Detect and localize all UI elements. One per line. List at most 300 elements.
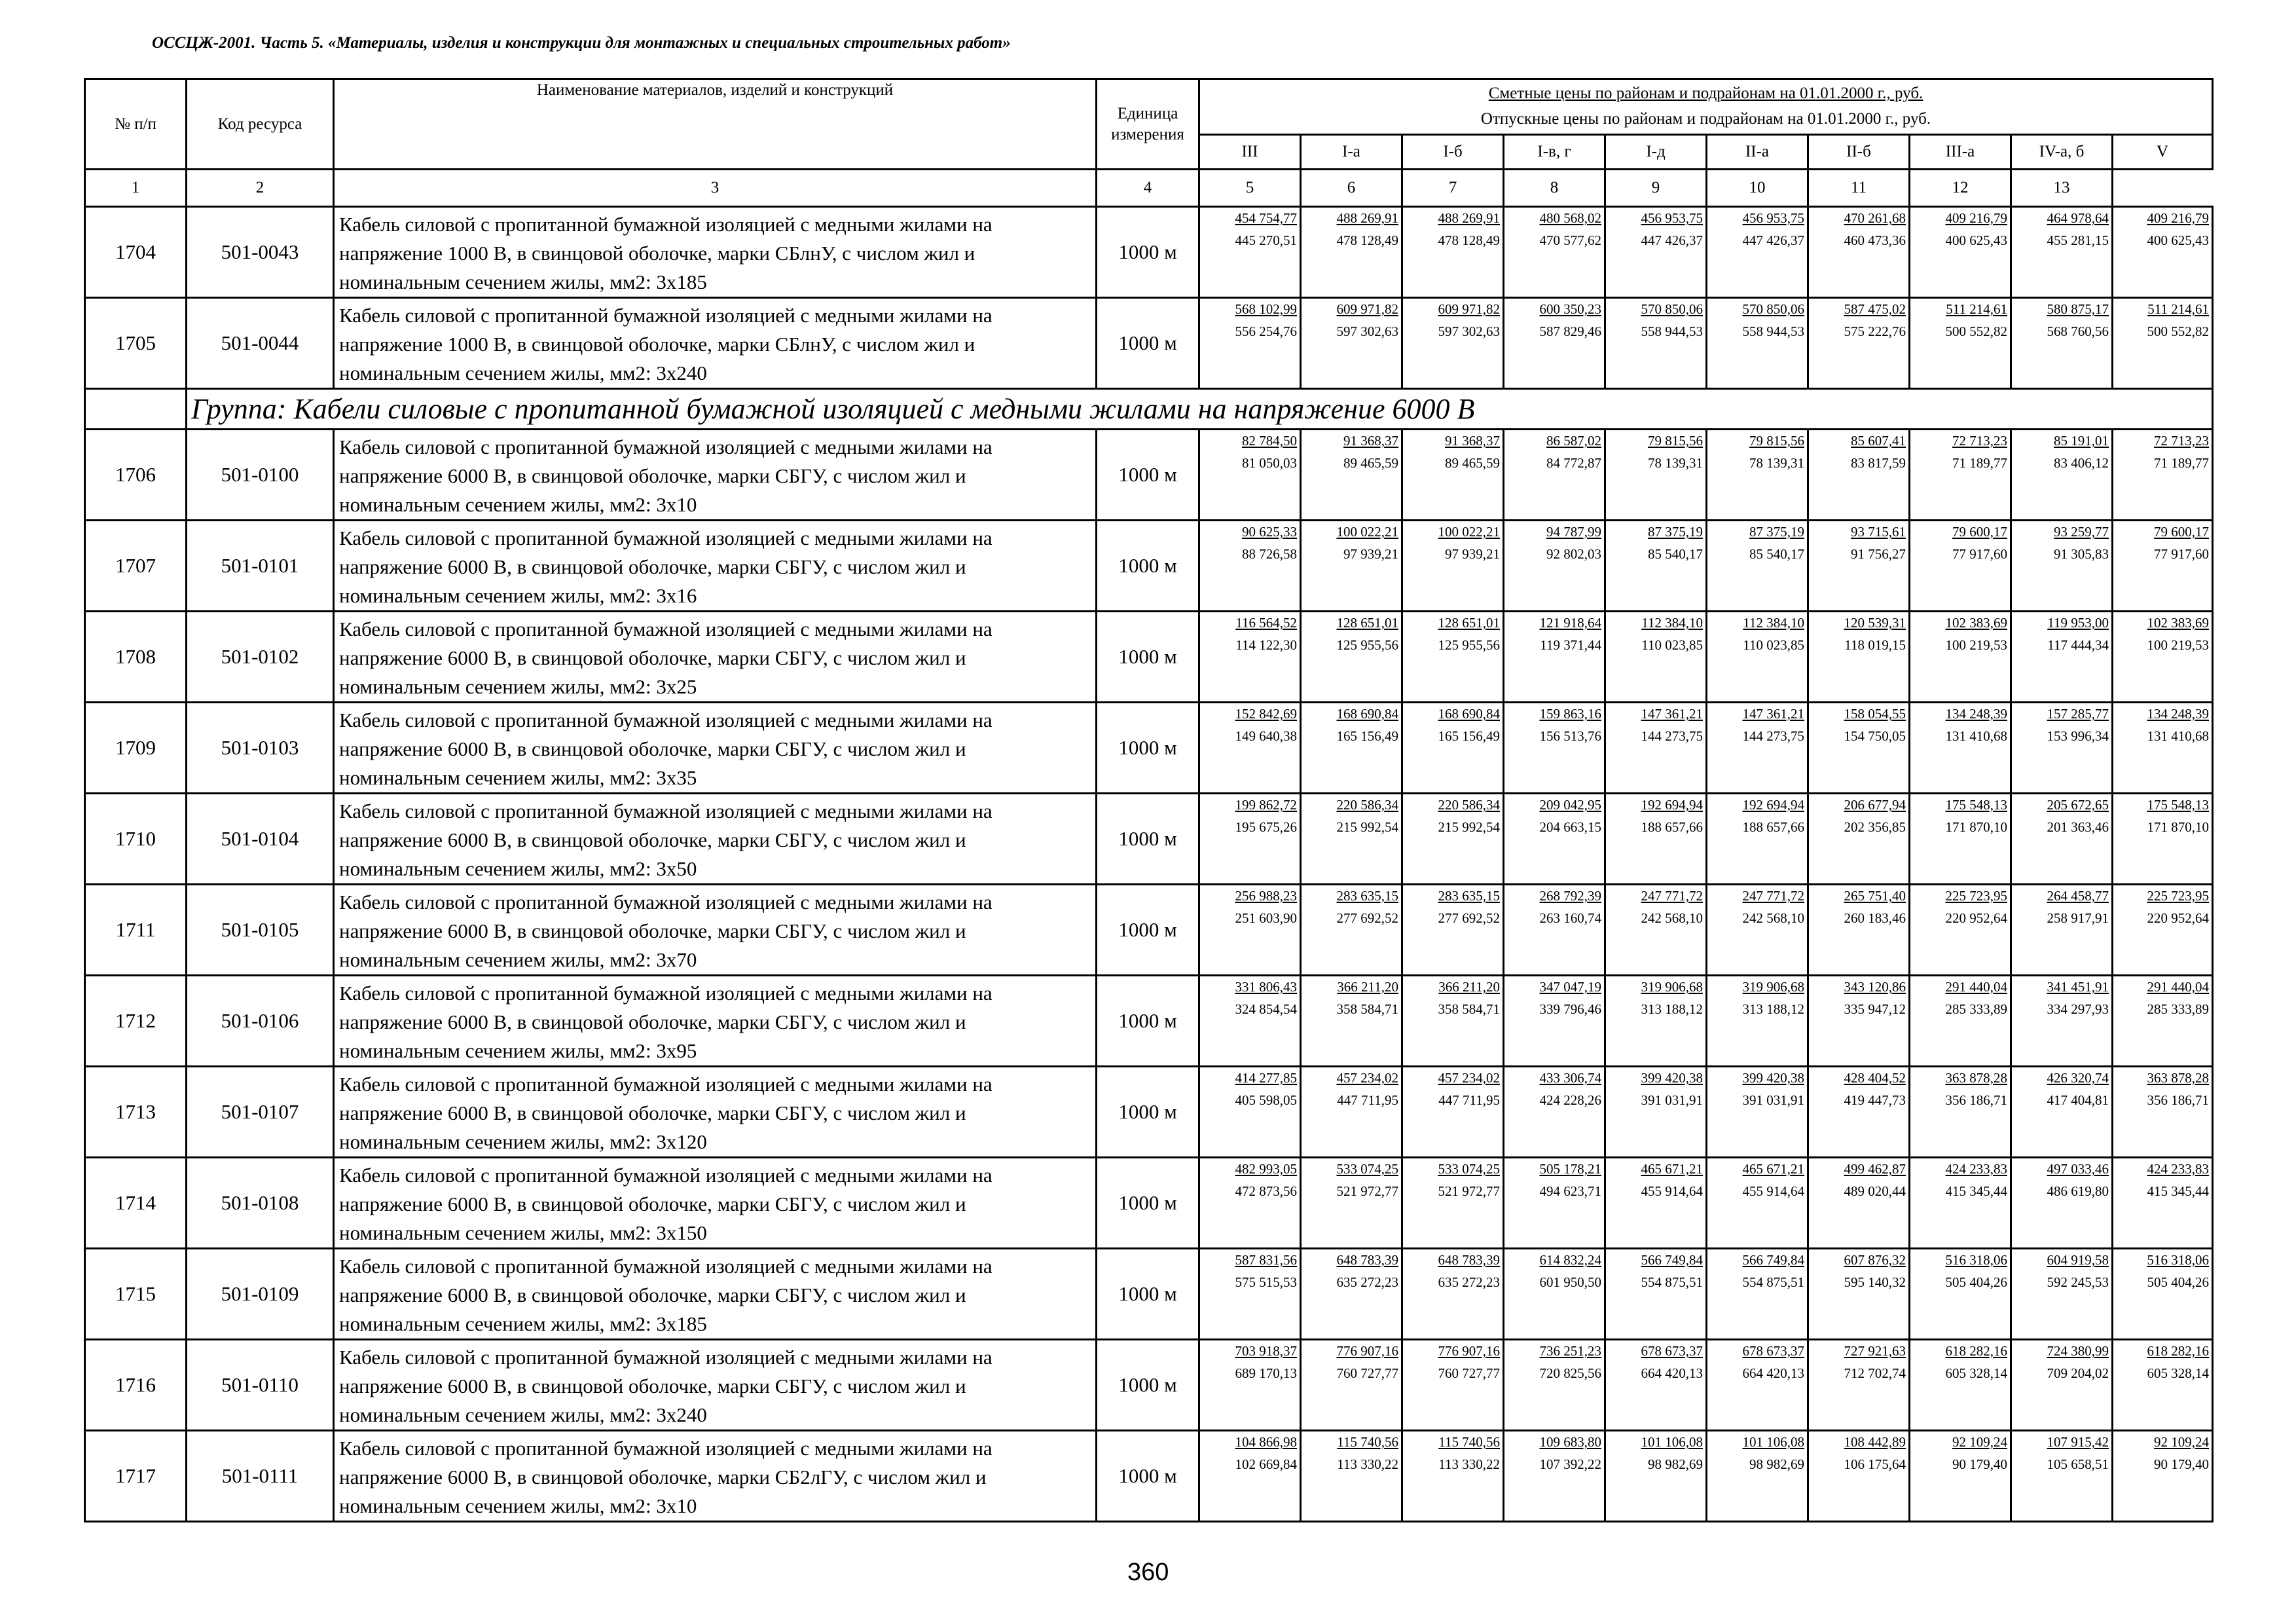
estimated-price: 86 587,02 (1546, 433, 1601, 449)
table-row (85, 430, 2213, 521)
price-cell (1808, 794, 1910, 885)
wholesale-price: 201 363,46 (2047, 819, 2109, 835)
price-cell (1707, 1431, 1808, 1522)
wholesale-price: 712 702,74 (1844, 1365, 1906, 1381)
price-cell (1504, 430, 1605, 521)
price-cell (1504, 298, 1605, 389)
wholesale-price: 334 297,93 (2047, 1001, 2109, 1017)
zone-header: I-в, г (1504, 135, 1605, 170)
wholesale-price: 417 404,81 (2047, 1092, 2109, 1108)
resource-code: 501-0106 (187, 976, 334, 1067)
estimated-price: 92 109,24 (2154, 1434, 2210, 1450)
zone-header: II-б (1808, 135, 1910, 170)
estimated-price: 120 539,31 (1844, 615, 1906, 631)
wholesale-price: 478 128,49 (1438, 232, 1500, 248)
price-cell (2011, 794, 2113, 885)
material-name: Кабель силовой с пропитанной бумажной изоляцией с медными жилами на напряжение 6000 В, в свинцовой оболочке, марки СБГУ, с числом жил и номинальным сечением жилы, мм2: 3х50 (334, 794, 1097, 885)
table-row (85, 207, 2213, 298)
estimated-price: 107 915,42 (2047, 1434, 2109, 1450)
price-cell (2113, 1249, 2213, 1340)
wholesale-price: 105 658,51 (2047, 1456, 2109, 1472)
estimated-price: 587 475,02 (1844, 301, 1906, 317)
wholesale-price: 263 160,74 (1539, 910, 1601, 926)
estimated-price: 703 918,37 (1235, 1343, 1297, 1359)
resource-code: 501-0110 (187, 1340, 334, 1431)
estimated-price: 347 047,19 (1539, 979, 1601, 995)
wholesale-price: 85 540,17 (1749, 546, 1804, 562)
estimated-price: 399 420,38 (1641, 1070, 1703, 1086)
estimated-price: 100 022,21 (1336, 524, 1398, 540)
resource-code: 501-0105 (187, 885, 334, 976)
table-row (85, 703, 2213, 794)
wholesale-price: 113 330,22 (1438, 1456, 1500, 1472)
wholesale-price: 171 870,10 (2147, 819, 2210, 835)
estimated-price: 341 451,91 (2047, 979, 2109, 995)
estimated-price: 116 564,52 (1235, 615, 1297, 631)
wholesale-price: 460 473,36 (1844, 232, 1906, 248)
price-cell (2011, 1249, 2113, 1340)
wholesale-price: 709 204,02 (2047, 1365, 2109, 1381)
table-row (85, 794, 2213, 885)
estimated-price: 91 368,37 (1343, 433, 1398, 449)
price-cell (1707, 298, 1808, 389)
estimated-price: 456 953,75 (1641, 210, 1703, 226)
price-cell (1199, 976, 1301, 1067)
wholesale-price: 356 186,71 (1945, 1092, 2007, 1108)
price-cell (1301, 885, 1402, 976)
header-wholesale-prices: Отпускные цены по районам и подрайонам на 01.01.2000 г., руб. (1480, 110, 1931, 128)
wholesale-price: 84 772,87 (1546, 455, 1601, 471)
price-cell (1402, 207, 1504, 298)
table-row (85, 298, 2213, 389)
estimated-price: 426 320,74 (2047, 1070, 2109, 1086)
price-cell (1808, 430, 1910, 521)
row-number: 1705 (85, 298, 187, 389)
wholesale-price: 554 875,51 (1641, 1274, 1703, 1290)
wholesale-price: 78 139,31 (1749, 455, 1804, 471)
price-cell (1199, 1431, 1301, 1522)
price-cell (1605, 1249, 1707, 1340)
price-cell (1808, 1067, 1910, 1158)
wholesale-price: 419 447,73 (1844, 1092, 1906, 1108)
wholesale-price: 102 669,84 (1235, 1456, 1297, 1472)
wholesale-price: 78 139,31 (1648, 455, 1703, 471)
material-name: Кабель силовой с пропитанной бумажной изоляцией с медными жилами на напряжение 6000 В, в свинцовой оболочке, марки СБГУ, с числом жил и номинальным сечением жилы, мм2: 3х35 (334, 703, 1097, 794)
header-num: № п/п (85, 79, 187, 170)
estimated-price: 648 783,39 (1336, 1252, 1398, 1268)
wholesale-price: 664 420,13 (1742, 1365, 1804, 1381)
table-row (85, 1340, 2213, 1431)
price-cell (1707, 612, 1808, 703)
estimated-price: 147 361,21 (1742, 706, 1804, 722)
price-cell (1707, 976, 1808, 1067)
price-cell (2011, 1431, 2113, 1522)
price-cell (1402, 794, 1504, 885)
wholesale-price: 220 952,64 (1945, 910, 2007, 926)
wholesale-price: 472 873,56 (1235, 1183, 1297, 1199)
estimated-price: 209 042,95 (1539, 797, 1601, 813)
price-cell (2113, 976, 2213, 1067)
estimated-price: 168 690,84 (1438, 706, 1500, 722)
estimated-price: 409 216,79 (2147, 210, 2210, 226)
wholesale-price: 97 939,21 (1343, 546, 1398, 562)
estimated-price: 225 723,95 (1945, 888, 2007, 904)
price-cell (1402, 1067, 1504, 1158)
price-cell (1910, 1340, 2011, 1431)
wholesale-price: 760 727,77 (1438, 1365, 1500, 1381)
price-cell (1707, 1249, 1808, 1340)
wholesale-price: 558 944,53 (1641, 323, 1703, 339)
estimated-price: 505 178,21 (1539, 1161, 1601, 1177)
price-cell (2011, 1158, 2113, 1249)
price-cell (1301, 612, 1402, 703)
estimated-price: 533 074,25 (1438, 1161, 1500, 1177)
price-cell (1301, 1249, 1402, 1340)
wholesale-price: 500 552,82 (2147, 323, 2210, 339)
resource-code: 501-0102 (187, 612, 334, 703)
estimated-price: 101 106,08 (1641, 1434, 1703, 1450)
estimated-price: 85 607,41 (1851, 433, 1906, 449)
table-row (85, 1431, 2213, 1522)
wholesale-price: 500 552,82 (1945, 323, 2007, 339)
wholesale-price: 91 756,27 (1851, 546, 1906, 562)
estimated-price: 609 971,82 (1438, 301, 1500, 317)
price-cell (2113, 207, 2213, 298)
resource-code: 501-0101 (187, 521, 334, 612)
wholesale-price: 575 515,53 (1235, 1274, 1297, 1290)
estimated-price: 424 233,83 (1945, 1161, 2007, 1177)
wholesale-price: 91 305,83 (2054, 546, 2109, 562)
wholesale-price: 83 817,59 (1851, 455, 1906, 471)
wholesale-price: 119 371,44 (1540, 637, 1601, 653)
wholesale-price: 447 711,95 (1337, 1092, 1398, 1108)
price-cell (1301, 1067, 1402, 1158)
column-number: 13 (2011, 170, 2113, 207)
unit-of-measure: 1000 м (1097, 794, 1199, 885)
estimated-price: 343 120,86 (1844, 979, 1906, 995)
price-cell (1910, 794, 2011, 885)
price-cell (1402, 298, 1504, 389)
wholesale-price: 601 950,50 (1539, 1274, 1601, 1290)
row-number: 1710 (85, 794, 187, 885)
estimated-price: 115 740,56 (1438, 1434, 1500, 1450)
price-cell (2113, 1340, 2213, 1431)
page-number: 360 (1127, 1559, 1169, 1586)
wholesale-price: 587 829,46 (1539, 323, 1601, 339)
price-cell (1808, 703, 1910, 794)
material-name: Кабель силовой с пропитанной бумажной изоляцией с медными жилами на напряжение 6000 В, в свинцовой оболочке, марки СБГУ, с числом жил и номинальным сечением жилы, мм2: 3х25 (334, 612, 1097, 703)
wholesale-price: 391 031,91 (1742, 1092, 1804, 1108)
estimated-price: 363 878,28 (1945, 1070, 2007, 1086)
estimated-price: 72 713,23 (1952, 433, 2007, 449)
wholesale-price: 114 122,30 (1235, 637, 1297, 653)
wholesale-price: 131 410,68 (2147, 728, 2210, 744)
price-cell (1707, 207, 1808, 298)
unit-of-measure: 1000 м (1097, 976, 1199, 1067)
material-name: Кабель силовой с пропитанной бумажной изоляцией с медными жилами на напряжение 6000 В, в свинцовой оболочке, марки СБГУ, с числом жил и номинальным сечением жилы, мм2: 3х240 (334, 1340, 1097, 1431)
price-cell (2113, 885, 2213, 976)
estimated-price: 147 361,21 (1641, 706, 1703, 722)
column-number: 12 (1910, 170, 2011, 207)
estimated-price: 319 906,68 (1742, 979, 1804, 995)
unit-of-measure: 1000 м (1097, 1431, 1199, 1522)
table-row (85, 521, 2213, 612)
material-name: Кабель силовой с пропитанной бумажной изоляцией с медными жилами на напряжение 6000 В, в свинцовой оболочке, марки СБ2лГУ, с числом жил и номинальным сечением жилы, мм2: 3х10 (334, 1431, 1097, 1522)
price-cell (1910, 298, 2011, 389)
estimated-price: 516 318,06 (1945, 1252, 2007, 1268)
resource-code: 501-0111 (187, 1431, 334, 1522)
wholesale-price: 400 625,43 (1945, 232, 2007, 248)
price-cell (1199, 521, 1301, 612)
estimated-price: 618 282,16 (2147, 1343, 2210, 1359)
price-cell (1910, 1158, 2011, 1249)
wholesale-price: 125 955,56 (1438, 637, 1500, 653)
column-number: 10 (1707, 170, 1808, 207)
row-number: 1716 (85, 1340, 187, 1431)
wholesale-price: 339 796,46 (1539, 1001, 1601, 1017)
estimated-price: 168 690,84 (1336, 706, 1398, 722)
wholesale-price: 313 188,12 (1742, 1001, 1804, 1017)
price-cell (1605, 521, 1707, 612)
price-cell (2113, 298, 2213, 389)
wholesale-price: 689 170,13 (1235, 1365, 1297, 1381)
estimated-price: 609 971,82 (1336, 301, 1398, 317)
estimated-price: 82 784,50 (1242, 433, 1297, 449)
column-number: 2 (187, 170, 334, 207)
price-cell (1199, 794, 1301, 885)
price-cell (1301, 1431, 1402, 1522)
wholesale-price: 107 392,22 (1539, 1456, 1601, 1472)
zone-header: V (2113, 135, 2213, 170)
row-number: 1715 (85, 1249, 187, 1340)
estimated-price: 91 368,37 (1445, 433, 1500, 449)
unit-of-measure: 1000 м (1097, 1249, 1199, 1340)
resource-code: 501-0043 (187, 207, 334, 298)
price-cell (1808, 1158, 1910, 1249)
estimated-price: 533 074,25 (1336, 1161, 1398, 1177)
price-cell (1504, 1067, 1605, 1158)
column-number: 9 (1605, 170, 1707, 207)
estimated-price: 457 234,02 (1336, 1070, 1398, 1086)
wholesale-price: 215 992,54 (1336, 819, 1398, 835)
estimated-price: 428 404,52 (1844, 1070, 1906, 1086)
unit-of-measure: 1000 м (1097, 885, 1199, 976)
table-header (85, 79, 2213, 207)
wholesale-price: 277 692,52 (1336, 910, 1398, 926)
estimated-price: 90 625,33 (1242, 524, 1297, 540)
price-cell (1910, 430, 2011, 521)
wholesale-price: 215 992,54 (1438, 819, 1500, 835)
estimated-price: 205 672,65 (2047, 797, 2109, 813)
unit-of-measure: 1000 м (1097, 1067, 1199, 1158)
table-row (85, 612, 2213, 703)
price-cell (1504, 521, 1605, 612)
price-cell (2011, 885, 2113, 976)
estimated-price: 363 878,28 (2147, 1070, 2210, 1086)
resource-code: 501-0100 (187, 430, 334, 521)
column-number: 11 (1808, 170, 1910, 207)
estimated-price: 192 694,94 (1641, 797, 1703, 813)
price-cell (2113, 1158, 2213, 1249)
estimated-price: 776 907,16 (1438, 1343, 1500, 1359)
price-cell (1707, 885, 1808, 976)
price-cell (2011, 703, 2113, 794)
unit-of-measure: 1000 м (1097, 612, 1199, 703)
wholesale-price: 494 623,71 (1539, 1183, 1601, 1199)
price-cell (1504, 794, 1605, 885)
zone-header: I-д (1605, 135, 1707, 170)
estimated-price: 112 384,10 (1641, 615, 1703, 631)
estimated-price: 465 671,21 (1742, 1161, 1804, 1177)
price-cell (1301, 207, 1402, 298)
estimated-price: 93 715,61 (1851, 524, 1906, 540)
wholesale-price: 106 175,64 (1844, 1456, 1906, 1472)
price-cell (1707, 430, 1808, 521)
wholesale-price: 153 996,34 (2047, 728, 2109, 744)
wholesale-price: 204 663,15 (1539, 819, 1601, 835)
header-name: Наименование материалов, изделий и конструкций (334, 79, 1097, 170)
price-cell (1808, 521, 1910, 612)
row-number: 1713 (85, 1067, 187, 1158)
price-cell (2113, 703, 2213, 794)
table-row (85, 1158, 2213, 1249)
price-cell (1199, 1340, 1301, 1431)
row-number: 1707 (85, 521, 187, 612)
price-cell (1605, 1431, 1707, 1522)
wholesale-price: 554 875,51 (1742, 1274, 1804, 1290)
row-number: 1711 (85, 885, 187, 976)
wholesale-price: 149 640,38 (1235, 728, 1297, 744)
price-cell (1707, 1067, 1808, 1158)
estimated-price: 206 677,94 (1844, 797, 1906, 813)
wholesale-price: 489 020,44 (1844, 1183, 1906, 1199)
estimated-price: 283 635,15 (1438, 888, 1500, 904)
wholesale-price: 110 023,85 (1641, 637, 1703, 653)
estimated-price: 247 771,72 (1641, 888, 1703, 904)
estimated-price: 159 863,16 (1539, 706, 1601, 722)
wholesale-price: 285 333,89 (1945, 1001, 2007, 1017)
price-cell (1707, 1158, 1808, 1249)
estimated-price: 568 102,99 (1235, 301, 1297, 317)
price-cell (1910, 885, 2011, 976)
wholesale-price: 455 914,64 (1641, 1183, 1703, 1199)
wholesale-price: 195 675,26 (1235, 819, 1297, 835)
resource-code: 501-0109 (187, 1249, 334, 1340)
estimated-price: 399 420,38 (1742, 1070, 1804, 1086)
wholesale-price: 154 750,05 (1844, 728, 1906, 744)
wholesale-price: 447 426,37 (1742, 232, 1804, 248)
wholesale-price: 356 186,71 (2147, 1092, 2210, 1108)
price-cell (1605, 430, 1707, 521)
wholesale-price: 110 023,85 (1743, 637, 1804, 653)
price-cell (1707, 1340, 1808, 1431)
estimated-price: 264 458,77 (2047, 888, 2109, 904)
resource-code: 501-0044 (187, 298, 334, 389)
price-table (84, 78, 2214, 1522)
material-name: Кабель силовой с пропитанной бумажной изоляцией с медными жилами на напряжение 1000 В, в свинцовой оболочке, марки СБлнУ, с числом жил и номинальным сечением жилы, мм2: 3х240 (334, 298, 1097, 389)
estimated-price: 424 233,83 (2147, 1161, 2210, 1177)
price-cell (1504, 207, 1605, 298)
estimated-price: 128 651,01 (1438, 615, 1500, 631)
price-cell (1605, 794, 1707, 885)
price-cell (1301, 794, 1402, 885)
price-cell (1910, 976, 2011, 1067)
wholesale-price: 358 584,71 (1438, 1001, 1500, 1017)
estimated-price: 115 740,56 (1337, 1434, 1398, 1450)
material-name: Кабель силовой с пропитанной бумажной изоляцией с медными жилами на напряжение 6000 В, в свинцовой оболочке, марки СБГУ, с числом жил и номинальным сечением жилы, мм2: 3х150 (334, 1158, 1097, 1249)
price-cell (1301, 298, 1402, 389)
price-cell (1605, 885, 1707, 976)
estimated-price: 79 600,17 (2154, 524, 2210, 540)
estimated-price: 614 832,24 (1539, 1252, 1601, 1268)
estimated-price: 727 921,63 (1844, 1343, 1906, 1359)
group-row (85, 389, 2213, 430)
estimated-price: 175 548,13 (2147, 797, 2210, 813)
wholesale-price: 415 345,44 (1945, 1183, 2007, 1199)
wholesale-price: 595 140,32 (1844, 1274, 1906, 1290)
wholesale-price: 202 356,85 (1844, 819, 1906, 835)
unit-of-measure: 1000 м (1097, 298, 1199, 389)
estimated-price: 587 831,56 (1235, 1252, 1297, 1268)
estimated-price: 414 277,85 (1235, 1070, 1297, 1086)
estimated-price: 604 919,58 (2047, 1252, 2109, 1268)
wholesale-price: 605 328,14 (2147, 1365, 2210, 1381)
wholesale-price: 635 272,23 (1438, 1274, 1500, 1290)
material-name: Кабель силовой с пропитанной бумажной изоляцией с медными жилами на напряжение 6000 В, в свинцовой оболочке, марки СБГУ, с числом жил и номинальным сечением жилы, мм2: 3х185 (334, 1249, 1097, 1340)
estimated-price: 607 876,32 (1844, 1252, 1906, 1268)
estimated-price: 101 106,08 (1742, 1434, 1804, 1450)
wholesale-price: 77 917,60 (1952, 546, 2007, 562)
wholesale-price: 445 270,51 (1235, 232, 1297, 248)
estimated-price: 121 918,64 (1539, 615, 1601, 631)
wholesale-price: 447 426,37 (1641, 232, 1703, 248)
wholesale-price: 77 917,60 (2154, 546, 2210, 562)
estimated-price: 464 978,64 (2047, 210, 2109, 226)
resource-code: 501-0103 (187, 703, 334, 794)
price-cell (1605, 207, 1707, 298)
estimated-price: 457 234,02 (1438, 1070, 1500, 1086)
price-cell (1504, 1431, 1605, 1522)
price-cell (2011, 976, 2113, 1067)
price-cell (2011, 430, 2113, 521)
price-cell (1808, 207, 1910, 298)
wholesale-price: 521 972,77 (1438, 1183, 1500, 1199)
estimated-price: 580 875,17 (2047, 301, 2109, 317)
price-cell (1504, 1158, 1605, 1249)
estimated-price: 454 754,77 (1235, 210, 1297, 226)
estimated-price: 678 673,37 (1641, 1343, 1703, 1359)
zone-header: I-а (1301, 135, 1402, 170)
table-row (85, 1067, 2213, 1158)
material-name: Кабель силовой с пропитанной бумажной изоляцией с медными жилами на напряжение 6000 В, в свинцовой оболочке, марки СБГУ, с числом жил и номинальным сечением жилы, мм2: 3х16 (334, 521, 1097, 612)
estimated-price: 283 635,15 (1336, 888, 1398, 904)
estimated-price: 225 723,95 (2147, 888, 2210, 904)
price-cell (1707, 703, 1808, 794)
unit-of-measure: 1000 м (1097, 430, 1199, 521)
wholesale-price: 597 302,63 (1438, 323, 1500, 339)
price-cell (1301, 521, 1402, 612)
wholesale-price: 188 657,66 (1641, 819, 1703, 835)
price-cell (1301, 703, 1402, 794)
price-cell (1504, 1340, 1605, 1431)
price-cell (1199, 1158, 1301, 1249)
wholesale-price: 113 330,22 (1337, 1456, 1398, 1472)
wholesale-price: 478 128,49 (1336, 232, 1398, 248)
estimated-price: 433 306,74 (1539, 1070, 1601, 1086)
price-cell (1402, 430, 1504, 521)
price-cell (1910, 703, 2011, 794)
estimated-price: 516 318,06 (2147, 1252, 2210, 1268)
